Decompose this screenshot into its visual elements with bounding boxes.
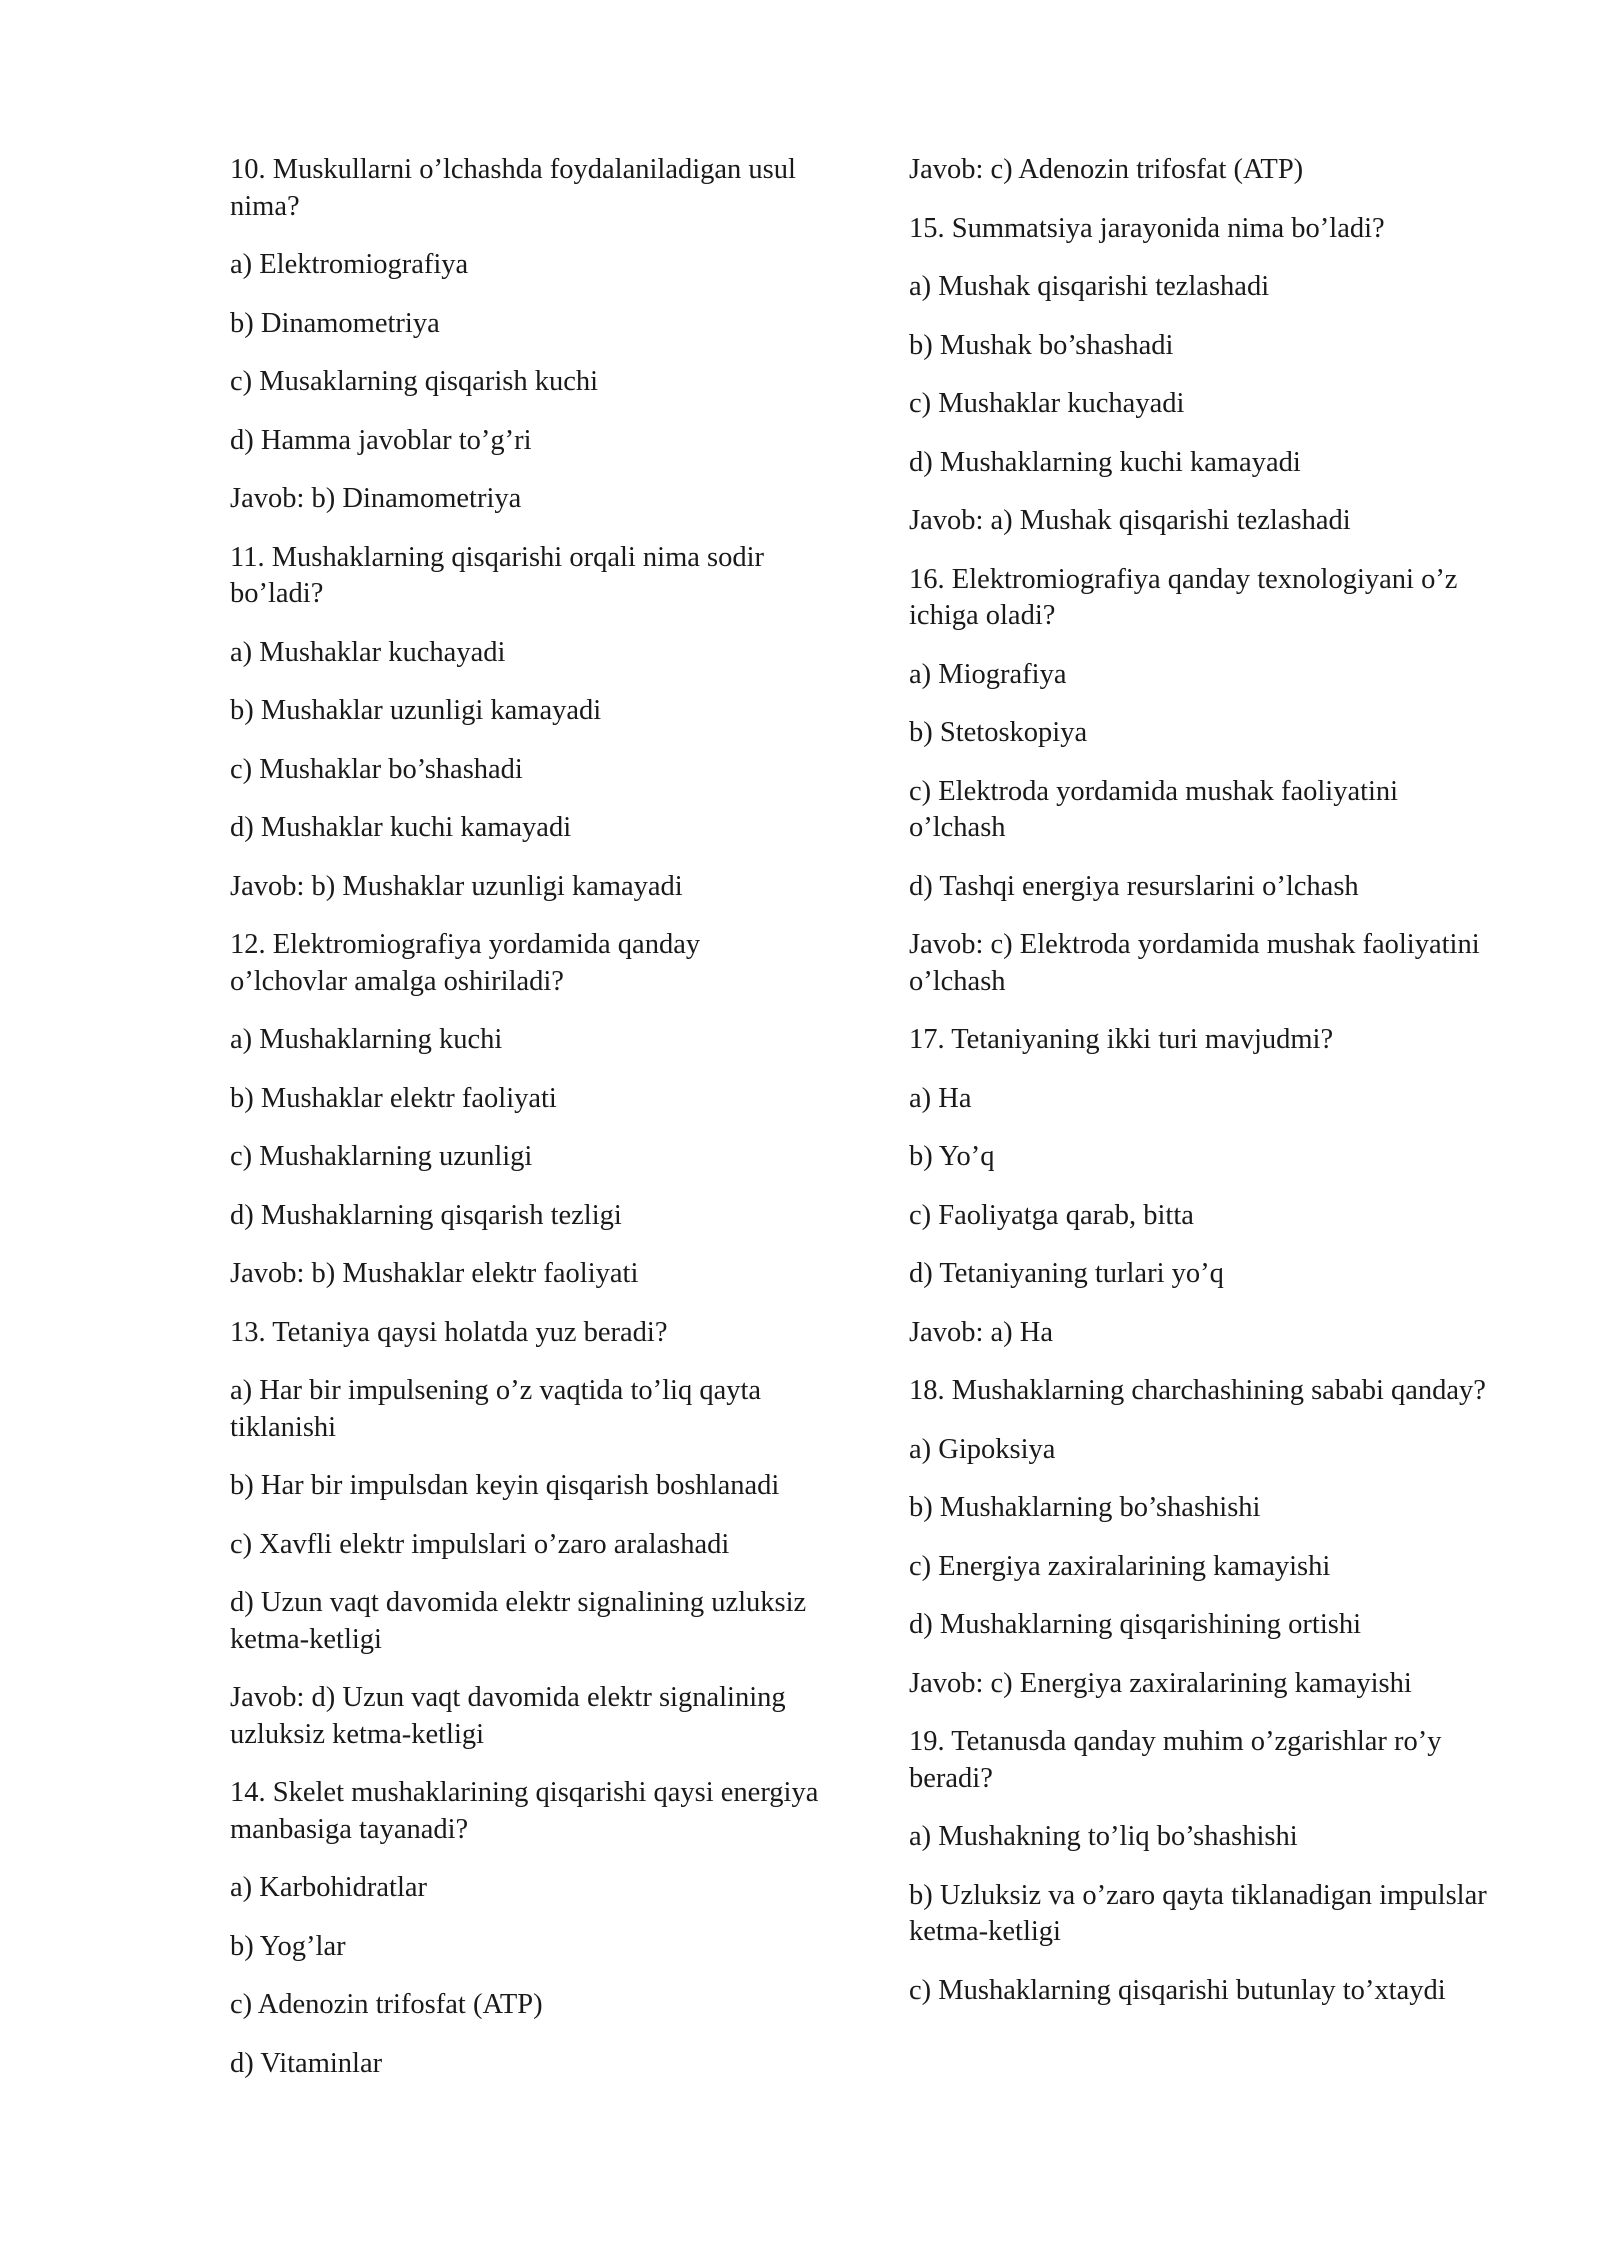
option-16a: a) Miografiya [909, 658, 1067, 690]
option-10b: b) Dinamometriya [230, 307, 440, 339]
question-17: 17. Tetaniyaning ikki turi mavjudmi? [909, 1024, 1334, 1055]
option-15a: a) Mushak qisqarishi tezlashadi [909, 271, 1270, 302]
option-18a: a) Gipoksiya [909, 1433, 1056, 1465]
option-11d: d) Mushaklar kuchi kamayadi [230, 812, 572, 843]
option-19b: b) Uzluksiz va o’zaro qayta tiklanadigan impulslar ketma-ketligi [909, 1879, 1487, 1947]
option-14d: d) Vitaminlar [230, 2047, 383, 2079]
question-14: 14. Skelet mushaklarining qisqarishi qaysi energiya manbasiga tayanadi? [230, 1777, 819, 1845]
option-12a: a) Mushaklarning kuchi [230, 1024, 503, 1055]
option-10d: d) Hamma javoblar to’g’ri [230, 424, 532, 456]
answer-17: Javob: a) Ha [909, 1316, 1054, 1348]
option-14c: c) Adenozin trifosfat (ATP) [230, 1989, 543, 2020]
option-11c: c) Mushaklar bo’shashadi [230, 753, 523, 785]
question-16: 16. Elektromiografiya qanday texnologiyani o’z ichiga oladi? [909, 563, 1458, 631]
option-18c: c) Energiya zaxiralarining kamayishi [909, 1550, 1331, 1582]
option-13c: c) Xavfli elektr impulslari o’zaro aralashadi [230, 1528, 730, 1560]
answer-12: Javob: b) Mushaklar elektr faoliyati [230, 1258, 639, 1289]
option-17d: d) Tetaniyaning turlari yo’q [909, 1258, 1224, 1289]
option-15d: d) Mushaklarning kuchi kamayadi [909, 446, 1301, 478]
option-14a: a) Karbohidratlar [230, 1872, 428, 1903]
option-13d: d) Uzun vaqt davomida elektr signalining uzluksiz ketma-ketligi [230, 1587, 807, 1655]
answer-18: Javob: c) Energiya zaxiralarining kamayishi [909, 1667, 1412, 1699]
question-13: 13. Tetaniya qaysi holatda yuz beradi? [230, 1316, 668, 1348]
right-column [909, 152, 1499, 2031]
question-11: 11. Mushaklarning qisqarishi orqali nima sodir bo’ladi? [230, 541, 765, 609]
option-18d: d) Mushaklarning qisqarishining ortishi [909, 1609, 1362, 1640]
option-14b: b) Yog’lar [230, 1930, 346, 1962]
answer-14: Javob: c) Adenozin trifosfat (ATP) [909, 154, 1304, 185]
question-10: 10. Muskullarni o’lchashda foydalaniladigan usul nima? [230, 154, 796, 222]
option-18b: b) Mushaklarning bo’shashishi [909, 1492, 1261, 1523]
question-15: 15. Summatsiya jarayonida nima bo’ladi? [909, 212, 1385, 244]
left-column [230, 152, 820, 2104]
option-11a: a) Mushaklar kuchayadi [230, 636, 506, 668]
option-16c: c) Elektroda yordamida mushak faoliyatini o’lchash [909, 775, 1399, 843]
answer-10: Javob: b) Dinamometriya [230, 483, 522, 514]
answer-13: Javob: d) Uzun vaqt davomida elektr signalining uzluksiz ketma-ketligi [230, 1682, 786, 1750]
option-17b: b) Yo’q [909, 1141, 995, 1172]
question-18: 18. Mushaklarning charchashining sababi qanday? [909, 1375, 1486, 1406]
option-13b: b) Har bir impulsdan keyin qisqarish boshlanadi [230, 1470, 780, 1501]
question-19: 19. Tetanusda qanday muhim o’zgarishlar ro’y beradi? [909, 1726, 1442, 1794]
option-16b: b) Stetoskopiya [909, 717, 1088, 748]
option-19c: c) Mushaklarning qisqarishi butunlay to’xtaydi [909, 1974, 1446, 2006]
option-12c: c) Mushaklarning uzunligi [230, 1141, 533, 1172]
option-19a: a) Mushakning to’liq bo’shashishi [909, 1821, 1298, 1852]
option-11b: b) Mushaklar uzunligi kamayadi [230, 695, 602, 726]
option-17a: a) Ha [909, 1082, 972, 1114]
option-12b: b) Mushaklar elektr faoliyati [230, 1082, 557, 1114]
option-12d: d) Mushaklarning qisqarish tezligi [230, 1199, 622, 1231]
option-10a: a) Elektromiografiya [230, 249, 469, 280]
option-15c: c) Mushaklar kuchayadi [909, 388, 1185, 419]
option-16d: d) Tashqi energiya resurslarini o’lchash [909, 870, 1359, 902]
option-13a: a) Har bir impulsening o’z vaqtida to’liq qayta tiklanishi [230, 1375, 762, 1443]
option-10c: c) Musaklarning qisqarish kuchi [230, 366, 599, 397]
answer-11: Javob: b) Mushaklar uzunligi kamayadi [230, 870, 683, 902]
option-17c: c) Faoliyatga qarab, bitta [909, 1199, 1194, 1231]
option-15b: b) Mushak bo’shashadi [909, 329, 1174, 361]
answer-16: Javob: c) Elektroda yordamida mushak faoliyatini o’lchash [909, 929, 1480, 997]
question-12: 12. Elektromiografiya yordamida qanday o’lchovlar amalga oshiriladi? [230, 929, 701, 997]
answer-15: Javob: a) Mushak qisqarishi tezlashadi [909, 505, 1351, 536]
